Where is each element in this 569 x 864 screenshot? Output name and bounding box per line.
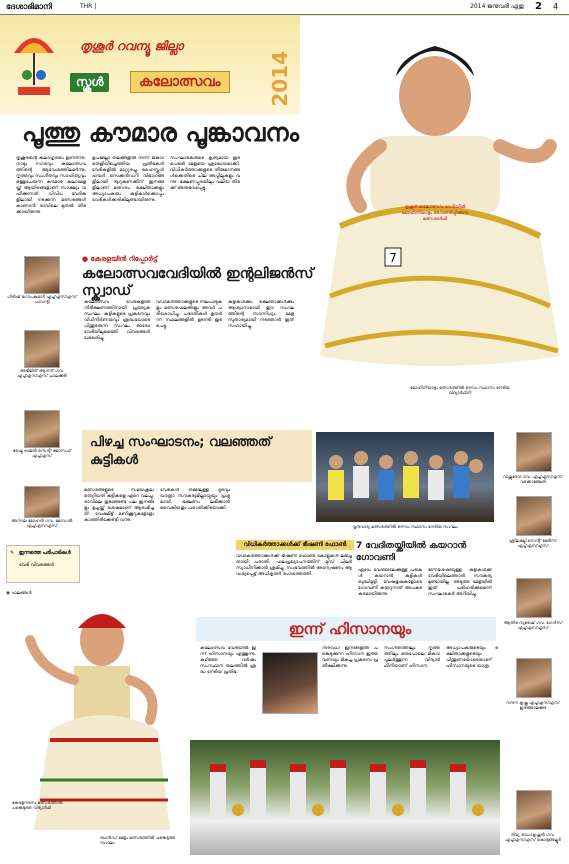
dancer-photo-note: തൃശൂർ കലോത്സവ വേദിയിൽ മോഹിനിയാട്ടം അവതരിപ്പിക്കുന്ന മത്സരാർഥി (401, 205, 469, 222)
sidebar-badge: ◉ ഫലങ്ങൾ (6, 591, 32, 596)
reporter-col-2: വിധികർത്താക്കളുടെ നിലപാടുകളും മത്സരഫലങ്ങളും അവർ പരിശോധിച്ചു. പരാതികൾ ഉയർന്ന സ്ഥലങ്ങളിൽ ഉടനടി ഇടപെട്ടു. (156, 300, 222, 329)
profile-caption: ഗിരീഷ് ഗോപകുമാർ എച്ച്എസ്എസ് പാവറട്ടി (7, 294, 77, 305)
insan-col-3: സംഗീതത്തിലും നൃത്തത്തിലും ഒരുപോലെ മികവ് പുലർത്തുന്ന വിദ്യാർഥിനിയാണ് ഹിസാന. (384, 646, 440, 669)
profile-caption: അഭിജിത് ആനന്ദ് ഗവ. എച്ച്എസ്എസ് ചാലക്കുടി (17, 368, 67, 379)
judges-headline: വിധികർത്താക്കൾക്ക് ഭീഷണി ഫോൺ (236, 540, 354, 550)
profile-photo (516, 790, 552, 830)
insan-col-1: കലോത്സവ വേദിയിൽ ഇന്ന് ഹിസാനയും എത്തുന്നു. കഴിഞ്ഞ വർഷം സംസ്ഥാന തലത്തിൽ ശ്രദ്ധ നേടിയ പ്രതിഭ. (200, 646, 256, 675)
reporter-kicker: ● കേരളയിൻ റിപ്പോർട്ട് (82, 255, 158, 263)
profile-photo (516, 578, 552, 618)
festival-label: കലോത്സവം (130, 71, 230, 93)
lead-col-1: തൃശൂരിന്റെ കലാഹൃദയം ഉണർന്നു. നാടും നഗരവും കലോത്സവത്തിന്റെ ആവേശത്തിലമർന്നു. നൃത്തവും സംഗീതവും സാഹിത്യവും ഒത്തുചേരുന്ന കൗമാര കലാമേളയ്ക്ക് ആയിരങ്ങളാണ് സാക്ഷ്യം വഹിക്കുന്നത്. വിവിധ വേദികളിലായി നടക്കുന്ന മത്സരങ്ങൾ കാണാൻ രാവിലെ മുതൽ തിരക്കായിരുന്നു. (16, 156, 86, 215)
profile-caption: രേഷ്മ രാജൻ സെന്റ് ജോസഫ് എച്ച്എസ് (12, 448, 72, 459)
reporter-headline: കലോത്സവവേദിയിൽ ഇന്റലിജൻസ് സ്ക്വാഡ് (82, 266, 314, 299)
camera-icon: ◉ (6, 591, 12, 596)
page-number: 2 (535, 1, 542, 12)
svg-text:7: 7 (389, 251, 397, 265)
dancer-photo (300, 16, 569, 376)
school-label: സ്കൂൾ (70, 73, 109, 92)
profile-caption: വിഷ്ണുദേവ് ഗവ. എച്ച്എസ്എസ് വടക്കാഞ്ചേരി (502, 474, 564, 485)
kathakali-photo (10, 600, 190, 850)
reporter-col-1: കലോത്സവ വേദികളിൽ നിരീക്ഷണത്തിനായി പ്രത്യേക സംഘം. കുട്ടികളുടെ പ്രകടനവും വിധിനിർണയവും ശ്രദ്ധയോടെ പിന്തുടരുന്ന സംഘം ഓരോ വേദിയിലുമെത്തി വിവരങ്ങൾ ശേഖരിച്ചു. (84, 300, 150, 341)
group-photo (316, 432, 494, 522)
profile-photo (516, 658, 552, 698)
right-profiles (500, 432, 566, 852)
district-title: തൃശൂർ റവന്യൂ ജില്ലാ (80, 39, 184, 53)
dancer-caption: മോഹിനിയാട്ടം മത്സരത്തിൽ ഒന്നാം സ്ഥാനം നേടിയ വിദ്യാർഥിനി (410, 385, 510, 396)
profile-caption: അനഘ മോഹൻ ഗവ. മോഡൽ എച്ച്എസ്എസ് (11, 518, 73, 529)
judges-text: വിധികർത്താക്കൾക്ക് ഭീഷണി ഫോൺ കോളുകൾ ലഭിച്ചതായി പരാതി. ഫലപ്രഖ്യാപനത്തിന് മുമ്പ് ചിലർ സ്വാധീനിക്കാൻ ശ്രമിച്ചു. സംഭവത്തിൽ അന്വേഷണം ആവശ്യപ്പെട്ട് അധികൃതർ രംഗത്തെത്തി. (236, 554, 352, 577)
organizing-col-1: മത്സരങ്ങളുടെ സമയക്രമം തെറ്റിയത് കുട്ടികളെ ഏറെ വലച്ചു. രാവിലെ തുടങ്ങേണ്ട പല ഇനങ്ങളും ഉച്ചയ്ക്ക് ശേഷമാണ് ആരംഭിച്ചത്. വേഷമിട്ട് മണിക്കൂറുകളോളം കാത്തിരിക്കേണ്ടി വന്നു. (84, 488, 154, 523)
band-photo (190, 740, 500, 855)
profile-caption: ആതിര സുരേഷ് ഗവ. ഗേൾസ് എച്ച്എസ്എസ് (503, 620, 563, 631)
section-tag: THR | (80, 3, 97, 10)
masthead: ദേശാഭിമാനി (6, 2, 52, 11)
stage7-col-1: ഏഴാം വേദിയിലേക്കുള്ള പടികൾ കയറാൻ കുട്ടികൾ ബുദ്ധിമുട്ടി. വേഷഭൂഷകളോടെ ഗോവണി കയറുന്നത് അപകടകരമായിരുന്നു. (358, 568, 422, 597)
header-date: 2014 ജനുവരി ഏതു (470, 3, 524, 10)
insan-col-2: നിരവധി ഇനങ്ങളിൽ പങ്കെടുക്കുന്ന ഹിസാന ഇത്തവണയും മികച്ച പ്രകടനം പ്രതീക്ഷിക്കുന്നു. (322, 646, 378, 669)
sidebar-box-line1: ഇന്നത്തെ പരിപാടികൾ (19, 551, 71, 556)
profile-caption: നന്ദന കൃഷ്ണ എച്ച്എസ്എസ് ഇരിങ്ങാലക്കുട (506, 700, 560, 711)
bullet-icon: ● (82, 255, 91, 263)
organizing-col-2: വേദികൾ തമ്മിലുള്ള ദൂരവും യാത്രാ സൗകര്യമില്ലായ്മയും പ്രശ്നമായി. ഭക്ഷണം ലഭിക്കാൻ വൈകിയതും പരാതിക്കിടയാക്കി. (160, 488, 230, 511)
sidebar-box-line2: വേദി വിവരങ്ങൾ (19, 563, 54, 568)
lead-col-3: സംഘാടകരുടെ കൃത്യമായ ഇടപെടൽ മേളയെ ശ്രദ്ധേയമാക്കി. വിധികർത്താക്കളുടെ തീരുമാനങ്ങൾക്കെതിരെ ചില അപ്പീലുകളും വന്നു. ഭക്ഷണപ്പുരയിലും വലിയ തിരക്ക് അനുഭവപ്പെട്ടു. (170, 156, 240, 191)
insan-photo (262, 652, 318, 714)
band-caption: ബാൻഡ് മേളം മത്സരത്തിൽ പങ്കെടുത്ത സംഘം (100, 835, 176, 846)
page-mark: 4 (553, 2, 559, 11)
profile-photo (24, 410, 60, 448)
left-profiles (6, 250, 78, 540)
profile-caption: ശ്രീലക്ഷ്മി സെന്റ് മേരീസ് എച്ച്എസ്എസ് (509, 538, 557, 549)
organizing-headline: പിഴച്ച സംഘാടനം; വലഞ്ഞത് കുട്ടികൾ (90, 435, 272, 468)
profile-photo (24, 486, 60, 518)
banner-year: 2014 (268, 51, 292, 107)
profile-photo (24, 330, 60, 368)
insan-headline: ഇന്ന് ഹിസാനയും (288, 620, 412, 638)
profile-photo (516, 496, 552, 536)
stage7-headline: 7 വേദിതയ്ക്കിയിൽ കയറാൻ ഗോവണി (356, 541, 467, 563)
lead-col-2: ഉപജില്ലാ തലങ്ങളിൽ നിന്ന് മികവ് തെളിയിച്ചെത്തിയ പ്രതിഭകൾ വേദികളിൽ മാറ്റുരച്ചു. ഹൈസ്കൂൾ ഹയർ സെക്കൻഡറി വിഭാഗങ്ങളിലായി നൂറുകണക്കിന് ഇനങ്ങളിലാണ് മത്സരം. രക്ഷിതാക്കളും അധ്യാപകരും കുട്ടികൾക്കൊപ്പം വേദികൾക്കരികിലുണ്ടായിരുന്നു. (92, 156, 164, 203)
profile-photo (516, 432, 552, 472)
kathakali-caption: കേരളനടനം മത്സരത്തിൽ പങ്കെടുത്ത വിദ്യാർഥി (12, 800, 63, 811)
profile-caption: ദിവ്യ രാധാകൃഷ്ണൻ ഗവ. എച്ച്എസ്എസ് കൊടുങ്ങല്ലൂർ (505, 832, 561, 843)
lead-headline: പൂത്തു കൗമാര പൂങ്കാവനം (22, 118, 300, 147)
page-header (0, 0, 569, 15)
group-photo-caption: വൃന്ദവാദ്യ മത്സരത്തിൽ ഒന്നാം സ്ഥാനം നേടിയ സംഘം (352, 524, 458, 529)
sidebar-box (6, 545, 80, 583)
insan-col-4: അധ്യാപകരുടെയും രക്ഷിതാക്കളുടെയും പിന്തുണയോടെയാണ് ഹിസാനയുടെ യാത്ര. (446, 646, 498, 669)
profile-photo (24, 256, 60, 294)
reporter-col-3: കുട്ടികൾക്കും രക്ഷിതാക്കൾക്കും ആശ്വാസമായി ഈ സംഘത്തിന്റെ സാന്നിധ്യം. മേള സുതാര്യമായി നടത്താൻ ഇത് സഹായിച്ചു. (228, 300, 294, 329)
stage7-col-2: ഭിന്നശേഷിയുള്ള കുട്ടികൾക്ക് വേദിയിലെത്താൻ സൗകര്യമുണ്ടായില്ല. അടുത്ത മേളയിൽ ഇത് പരിഹരിക്കുമെന്ന് സംഘാടകർ അറിയിച്ചു. (428, 568, 492, 597)
umbrella-logo (10, 23, 58, 103)
pencil-icon: ✎ (10, 550, 15, 556)
